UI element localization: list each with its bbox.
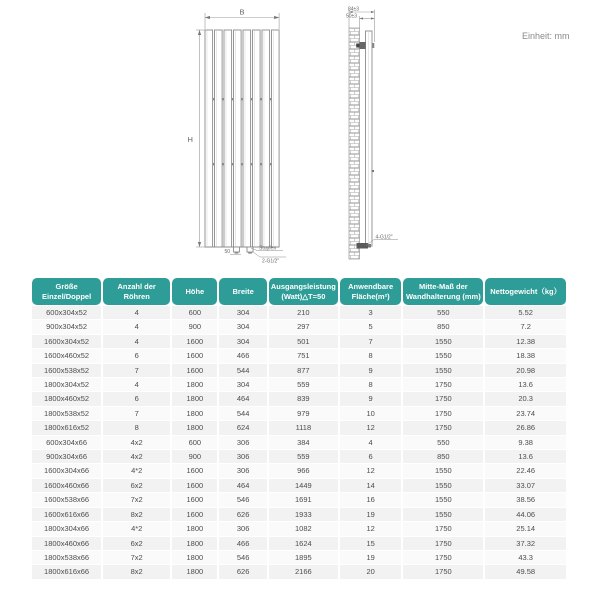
table-cell: 7 bbox=[103, 407, 170, 420]
table-cell: 4 bbox=[103, 335, 170, 348]
table-cell: 466 bbox=[219, 349, 266, 362]
spec-table-container bbox=[30, 277, 568, 580]
table-cell: 1600 bbox=[172, 493, 217, 506]
table-cell: 1750 bbox=[403, 407, 483, 420]
table-cell: 304 bbox=[219, 306, 266, 319]
radiator-tubes bbox=[205, 30, 279, 247]
table-cell: 1600x538x66 bbox=[32, 493, 101, 506]
table-cell: 1600x538x52 bbox=[32, 364, 101, 377]
table-cell: 1600x460x66 bbox=[32, 479, 101, 492]
table-cell: 9.38 bbox=[485, 436, 566, 449]
mid-tick bbox=[372, 170, 375, 172]
spec-table bbox=[30, 277, 568, 580]
table-cell: 559 bbox=[269, 378, 338, 391]
table-cell: 13.6 bbox=[485, 378, 566, 391]
table-cell: 4 bbox=[103, 306, 170, 319]
table-row bbox=[32, 306, 566, 319]
table-cell: 550 bbox=[403, 306, 483, 319]
table-cell: 1800x538x52 bbox=[32, 407, 101, 420]
table-cell: 5.52 bbox=[485, 306, 566, 319]
table-cell: 1800 bbox=[172, 537, 217, 550]
plug-label: Stopfen bbox=[259, 245, 277, 252]
table-header-row bbox=[32, 278, 566, 305]
table-cell: 5 bbox=[340, 320, 401, 333]
column-header: Nettogewicht（kg） bbox=[485, 278, 566, 305]
bottom-connections bbox=[225, 246, 287, 265]
table-cell: 559 bbox=[269, 450, 338, 463]
table-cell: 850 bbox=[403, 450, 483, 463]
table-cell: 43.3 bbox=[485, 551, 566, 564]
table-cell: 33.07 bbox=[485, 479, 566, 492]
table-cell: 8x2 bbox=[103, 565, 170, 578]
table-cell: 1600x304x66 bbox=[32, 464, 101, 477]
table-cell: 1082 bbox=[269, 522, 338, 535]
table-cell: 304 bbox=[219, 378, 266, 391]
table-cell: 544 bbox=[219, 407, 266, 420]
table-cell: 1550 bbox=[403, 508, 483, 521]
table-cell: 6 bbox=[340, 450, 401, 463]
table-cell: 600 bbox=[172, 436, 217, 449]
side-view bbox=[346, 7, 398, 260]
table-cell: 877 bbox=[269, 364, 338, 377]
table-cell: 544 bbox=[219, 364, 266, 377]
table-cell: 8 bbox=[340, 378, 401, 391]
table-cell: 1750 bbox=[403, 537, 483, 550]
table-cell: 12.38 bbox=[485, 335, 566, 348]
table-cell: 7 bbox=[340, 335, 401, 348]
table-cell: 1750 bbox=[403, 378, 483, 391]
table-cell: 464 bbox=[219, 479, 266, 492]
table-row bbox=[32, 349, 566, 362]
height-dimension bbox=[188, 30, 206, 247]
table-cell: 1600x460x52 bbox=[32, 349, 101, 362]
table-cell: 1800x304x66 bbox=[32, 522, 101, 535]
table-cell: 1600x304x52 bbox=[32, 335, 101, 348]
table-row bbox=[32, 320, 566, 333]
table-cell: 1800x616x66 bbox=[32, 565, 101, 578]
table-cell: 25.14 bbox=[485, 522, 566, 535]
table-row bbox=[32, 392, 566, 405]
table-cell: 1600 bbox=[172, 508, 217, 521]
table-cell: 4 bbox=[103, 378, 170, 391]
table-cell: 4 bbox=[103, 320, 170, 333]
table-cell: 1800x616x52 bbox=[32, 421, 101, 434]
table-cell: 1895 bbox=[269, 551, 338, 564]
column-header: Ausgangsleistung (Watt)△T=50 bbox=[269, 278, 338, 305]
table-cell: 626 bbox=[219, 565, 266, 578]
table-cell: 839 bbox=[269, 392, 338, 405]
table-cell: 1118 bbox=[269, 421, 338, 434]
column-header: Größe Einzel/Doppel bbox=[32, 278, 101, 305]
table-cell: 1800x460x66 bbox=[32, 537, 101, 550]
table-cell: 1750 bbox=[403, 392, 483, 405]
table-row bbox=[32, 479, 566, 492]
table-cell: 3 bbox=[340, 306, 401, 319]
table-cell: 1800x538x66 bbox=[32, 551, 101, 564]
table-cell: 1800 bbox=[172, 551, 217, 564]
table-cell: 2166 bbox=[269, 565, 338, 578]
table-row bbox=[32, 335, 566, 348]
wall-section bbox=[349, 28, 360, 259]
table-row bbox=[32, 551, 566, 564]
table-row bbox=[32, 464, 566, 477]
table-cell: 19 bbox=[340, 551, 401, 564]
table-cell: 550 bbox=[403, 436, 483, 449]
column-header: Mitte-Maß der Wandhalterung (mm) bbox=[403, 278, 483, 305]
table-cell: 900 bbox=[172, 450, 217, 463]
table-cell: 306 bbox=[219, 464, 266, 477]
table-row bbox=[32, 493, 566, 506]
table-cell: 900x304x66 bbox=[32, 450, 101, 463]
table-cell: 12 bbox=[340, 421, 401, 434]
table-cell: 1600 bbox=[172, 335, 217, 348]
table-cell: 306 bbox=[219, 450, 266, 463]
table-cell: 6x2 bbox=[103, 479, 170, 492]
table-cell: 7x2 bbox=[103, 493, 170, 506]
table-cell: 8 bbox=[340, 349, 401, 362]
table-cell: 15 bbox=[340, 537, 401, 550]
wall-distance-dim-label: 50±3 bbox=[346, 13, 358, 20]
table-cell: 1800 bbox=[172, 378, 217, 391]
table-row bbox=[32, 508, 566, 521]
table-cell: 1624 bbox=[269, 537, 338, 550]
table-cell: 8x2 bbox=[103, 508, 170, 521]
table-cell: 1550 bbox=[403, 364, 483, 377]
table-cell: 20.3 bbox=[485, 392, 566, 405]
table-cell: 1600 bbox=[172, 364, 217, 377]
table-cell: 44.06 bbox=[485, 508, 566, 521]
table-cell: 1550 bbox=[403, 493, 483, 506]
table-cell: 9 bbox=[340, 364, 401, 377]
table-row bbox=[32, 450, 566, 463]
table-cell: 304 bbox=[219, 335, 266, 348]
table-cell: 304 bbox=[219, 320, 266, 333]
table-cell: 1449 bbox=[269, 479, 338, 492]
table-cell: 1600 bbox=[172, 479, 217, 492]
table-cell: 1800x304x52 bbox=[32, 378, 101, 391]
front-thread-label: 2-G1/2" bbox=[262, 258, 280, 265]
table-cell: 20.98 bbox=[485, 364, 566, 377]
table-row bbox=[32, 364, 566, 377]
table-cell: 1800 bbox=[172, 522, 217, 535]
radiator-technical-diagram bbox=[0, 0, 600, 275]
table-cell: 624 bbox=[219, 421, 266, 434]
table-cell: 16 bbox=[340, 493, 401, 506]
column-header: Höhe bbox=[172, 278, 217, 305]
connection-spacing-label: 50 bbox=[224, 249, 231, 255]
table-cell: 297 bbox=[269, 320, 338, 333]
table-cell: 6 bbox=[103, 392, 170, 405]
table-row bbox=[32, 537, 566, 550]
table-cell: 26.86 bbox=[485, 421, 566, 434]
unit-label: Einheit: mm bbox=[522, 31, 570, 41]
table-cell: 7x2 bbox=[103, 551, 170, 564]
table-row bbox=[32, 522, 566, 535]
table-row bbox=[32, 436, 566, 449]
table-cell: 1750 bbox=[403, 551, 483, 564]
table-row bbox=[32, 565, 566, 578]
table-cell: 464 bbox=[219, 392, 266, 405]
table-cell: 600 bbox=[172, 306, 217, 319]
table-cell: 966 bbox=[269, 464, 338, 477]
table-cell: 4 bbox=[340, 436, 401, 449]
table-cell: 37.32 bbox=[485, 537, 566, 550]
table-cell: 979 bbox=[269, 407, 338, 420]
table-cell: 22.46 bbox=[485, 464, 566, 477]
column-header: Breite bbox=[219, 278, 266, 305]
table-cell: 384 bbox=[269, 436, 338, 449]
table-cell: 1600 bbox=[172, 349, 217, 362]
table-cell: 38.56 bbox=[485, 493, 566, 506]
table-row bbox=[32, 378, 566, 391]
table-cell: 4x2 bbox=[103, 450, 170, 463]
height-dim-label: H bbox=[187, 135, 193, 144]
table-cell: 850 bbox=[403, 320, 483, 333]
table-body bbox=[32, 306, 566, 579]
table-cell: 501 bbox=[269, 335, 338, 348]
table-cell: 1550 bbox=[403, 335, 483, 348]
width-dimension bbox=[205, 8, 279, 30]
table-cell: 23.74 bbox=[485, 407, 566, 420]
table-cell: 12 bbox=[340, 522, 401, 535]
table-cell: 1600 bbox=[172, 464, 217, 477]
table-cell: 6x2 bbox=[103, 537, 170, 550]
table-row bbox=[32, 407, 566, 420]
table-cell: 1550 bbox=[403, 479, 483, 492]
table-cell: 546 bbox=[219, 493, 266, 506]
table-cell: 466 bbox=[219, 537, 266, 550]
side-thread-label: 4-G1/2" bbox=[375, 234, 393, 241]
table-cell: 1750 bbox=[403, 421, 483, 434]
table-cell: 19 bbox=[340, 508, 401, 521]
table-cell: 1800x460x52 bbox=[32, 392, 101, 405]
table-cell: 1800 bbox=[172, 407, 217, 420]
front-view bbox=[188, 8, 287, 265]
table-cell: 1550 bbox=[403, 349, 483, 362]
table-cell: 1800 bbox=[172, 421, 217, 434]
table-cell: 1750 bbox=[403, 565, 483, 578]
table-cell: 14 bbox=[340, 479, 401, 492]
table-row bbox=[32, 421, 566, 434]
table-cell: 1800 bbox=[172, 565, 217, 578]
table-cell: 1800 bbox=[172, 392, 217, 405]
table-cell: 7.2 bbox=[485, 320, 566, 333]
table-cell: 626 bbox=[219, 508, 266, 521]
table-cell: 10 bbox=[340, 407, 401, 420]
table-cell: 4x2 bbox=[103, 436, 170, 449]
table-cell: 210 bbox=[269, 306, 338, 319]
table-cell: 1750 bbox=[403, 522, 483, 535]
column-header: Anzahl der Röhren bbox=[103, 278, 170, 305]
table-cell: 1691 bbox=[269, 493, 338, 506]
table-cell: 306 bbox=[219, 522, 266, 535]
depth-dim-label: 84±3 bbox=[348, 6, 360, 13]
table-cell: 306 bbox=[219, 436, 266, 449]
table-cell: 6 bbox=[103, 349, 170, 362]
table-cell: 20 bbox=[340, 565, 401, 578]
column-header: Anwendbare Fläche(m²) bbox=[340, 278, 401, 305]
table-cell: 546 bbox=[219, 551, 266, 564]
table-cell: 1600x616x66 bbox=[32, 508, 101, 521]
table-cell: 900 bbox=[172, 320, 217, 333]
table-cell: 13.6 bbox=[485, 450, 566, 463]
table-cell: 600x304x66 bbox=[32, 436, 101, 449]
table-cell: 751 bbox=[269, 349, 338, 362]
table-cell: 9 bbox=[340, 392, 401, 405]
table-cell: 12 bbox=[340, 464, 401, 477]
table-cell: 900x304x52 bbox=[32, 320, 101, 333]
table-cell: 8 bbox=[103, 421, 170, 434]
table-cell: 1933 bbox=[269, 508, 338, 521]
table-cell: 18.38 bbox=[485, 349, 566, 362]
table-cell: 49.58 bbox=[485, 565, 566, 578]
width-dim-label: B bbox=[239, 7, 245, 17]
table-cell: 600x304x52 bbox=[32, 306, 101, 319]
table-cell: 4*2 bbox=[103, 464, 170, 477]
table-cell: 1550 bbox=[403, 464, 483, 477]
table-cell: 7 bbox=[103, 364, 170, 377]
table-cell: 4*2 bbox=[103, 522, 170, 535]
